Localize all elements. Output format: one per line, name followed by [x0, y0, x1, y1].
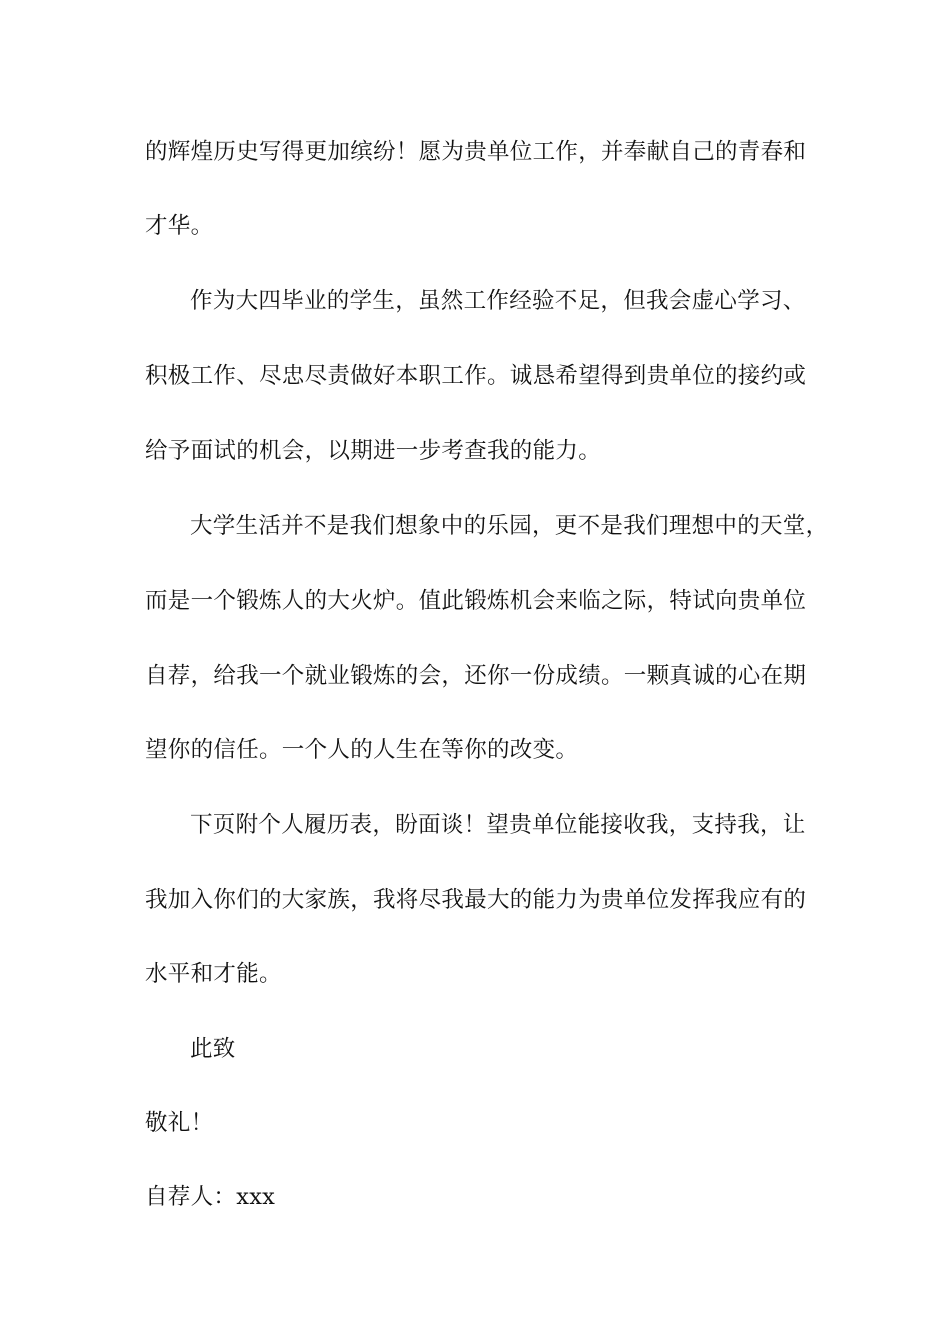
paragraph-3-line-4: 望你的信任。一个人的人生在等你的改变。: [145, 737, 579, 763]
paragraph-4-line-1: 下页附个人履历表，盼面谈！望贵单位能接收我，支持我，让: [190, 812, 806, 838]
paragraph-3-line-1: 大学生活并不是我们想象中的乐园，更不是我们理想中的天堂，: [190, 513, 829, 539]
paragraph-2-line-1: 作为大四毕业的学生，虽然工作经验不足，但我会虚心学习、: [190, 288, 806, 314]
closing-regards: 敬礼！: [145, 1110, 214, 1136]
paragraph-2-line-3: 给予面试的机会，以期进一步考查我的能力。: [145, 438, 602, 464]
closing-salutation: 此致: [190, 1036, 236, 1062]
paragraph-4-line-3: 水平和才能。: [145, 961, 282, 987]
paragraph-2-line-2: 积极工作、尽忠尽责做好本职工作。诚恳希望得到贵单位的接约或: [145, 363, 807, 389]
paragraph-4-line-2: 我加入你们的大家族，我将尽我最大的能力为贵单位发挥我应有的: [145, 887, 807, 913]
paragraph-1-line-2: 才华。: [145, 213, 214, 239]
signature: 自荐人：xxx: [145, 1184, 276, 1210]
paragraph-3-line-2: 而是一个锻炼人的大火炉。值此锻炼机会来临之际，特试向贵单位: [145, 588, 807, 614]
paragraph-1-line-1: 的辉煌历史写得更加缤纷！愿为贵单位工作，并奉献自己的青春和: [145, 139, 807, 165]
paragraph-3-line-3: 自荐，给我一个就业锻炼的会，还你一份成绩。一颗真诚的心在期: [145, 663, 807, 689]
